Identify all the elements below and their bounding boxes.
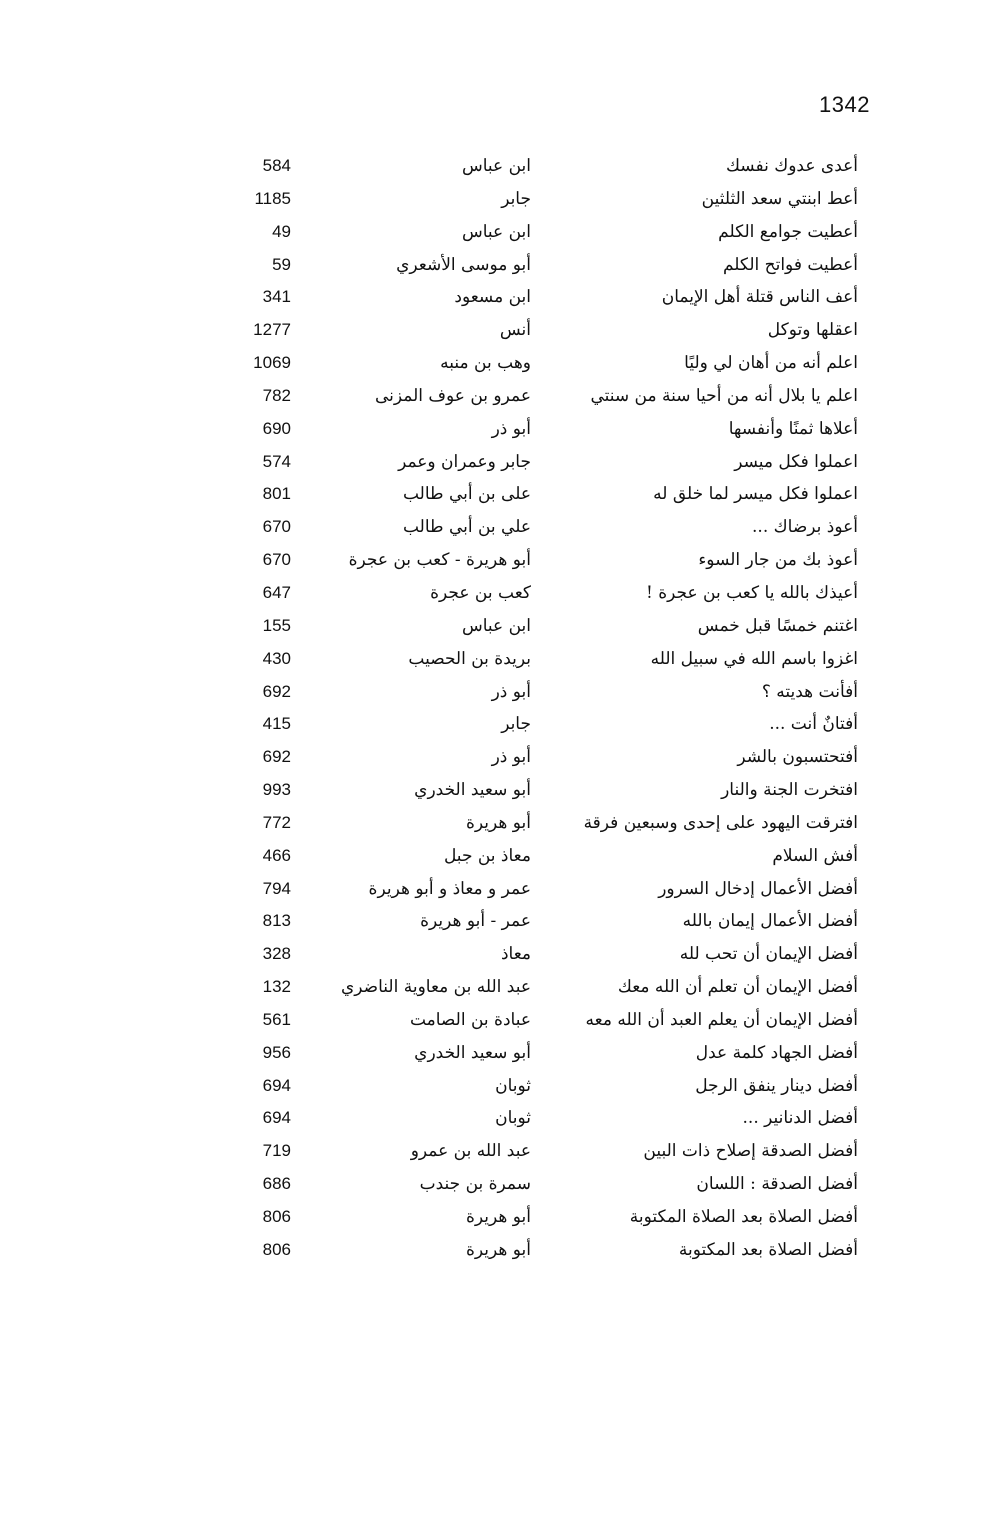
page-reference: 686 [262, 1174, 291, 1194]
index-row [0, 774, 986, 807]
page-reference: 694 [262, 1108, 291, 1128]
hadith-text: أفضل الدنانير ... [742, 1108, 858, 1129]
page-reference: 328 [262, 944, 291, 964]
hadith-text: اعلم أنه من أهان لي وليًا [684, 353, 858, 374]
index-row [0, 478, 986, 511]
narrator-name: أبو ذر [491, 747, 531, 768]
index-row [0, 840, 986, 873]
page-reference: 1069 [253, 353, 291, 373]
hadith-text: أعيذك بالله يا كعب بن عجرة ! [646, 582, 858, 603]
index-row [0, 577, 986, 610]
index-row [0, 807, 986, 840]
hadith-text: أفضل الإيمان أن تعلم أن الله معك [617, 977, 858, 998]
page-reference: 772 [262, 812, 291, 832]
page-reference: 647 [262, 582, 291, 602]
narrator-name: أبو موسى الأشعري [396, 254, 531, 275]
index-row [0, 1168, 986, 1201]
index-row [0, 183, 986, 216]
narrator-name: جابر [501, 188, 531, 209]
narrator-name: أبو هريرة - كعب بن عجرة [348, 550, 531, 571]
hadith-text: اغزوا باسم الله في سبيل الله [650, 648, 858, 669]
index-row [0, 1037, 986, 1070]
narrator-name: كعب بن عجرة [430, 582, 531, 603]
narrator-name: ثوبان [495, 1108, 531, 1129]
index-row [0, 938, 986, 971]
hadith-text: أفتانٌ أنت ... [769, 714, 858, 735]
hadith-text: أعف الناس قتلة أهل الإيمان [661, 287, 858, 308]
narrator-name: عبد الله بن معاوية الناضري [340, 977, 531, 998]
page-reference: 801 [262, 484, 291, 504]
hadith-text: أفضل الصدقة : اللسان [696, 1174, 858, 1195]
narrator-name: وهب بن منبه [440, 353, 531, 374]
index-row [0, 708, 986, 741]
page-reference: 561 [262, 1009, 291, 1029]
narrator-name: ثوبان [495, 1075, 531, 1096]
narrator-name: أبو هريرة [465, 812, 531, 833]
index-row [0, 413, 986, 446]
narrator-name: أبو ذر [491, 681, 531, 702]
narrator-name: جابر وعمران وعمر [398, 451, 531, 472]
hadith-index-table [0, 150, 986, 1267]
index-row [0, 347, 986, 380]
narrator-name: سمرة بن جندب [419, 1174, 531, 1195]
narrator-name: عمر و معاذ و أبو هريرة [368, 878, 531, 899]
page-reference: 1277 [253, 320, 291, 340]
index-row [0, 905, 986, 938]
index-row [0, 971, 986, 1004]
narrator-name: ابن عباس [461, 615, 531, 636]
index-row [0, 643, 986, 676]
index-row [0, 1004, 986, 1037]
page-reference: 341 [262, 287, 291, 307]
hadith-text: أعدى عدوك نفسك [725, 156, 858, 176]
index-row [0, 873, 986, 906]
narrator-name: أبو سعيد الخدري [414, 1042, 531, 1063]
page-reference: 813 [262, 911, 291, 931]
page-reference: 574 [262, 451, 291, 471]
page-reference: 993 [262, 780, 291, 800]
page-reference: 692 [262, 747, 291, 767]
hadith-text: أعطيت جوامع الكلم [718, 221, 858, 242]
page-reference: 670 [262, 550, 291, 570]
narrator-name: أبو هريرة [465, 1207, 531, 1227]
narrator-name: ابن مسعود [454, 287, 531, 308]
hadith-text: أعطيت فواتح الكلم [722, 254, 858, 275]
hadith-text: أفش السلام [772, 845, 858, 866]
page-number: 1342 [819, 92, 870, 117]
index-row [0, 610, 986, 643]
hadith-text: أعلاها ثمنًا وأنفسها [728, 418, 858, 439]
narrator-name: أبو سعيد الخدري [414, 780, 531, 801]
index-row [0, 1234, 986, 1267]
index-row [0, 1102, 986, 1135]
page-reference: 1185 [254, 188, 291, 208]
narrator-name: عمرو بن عوف المزنى [374, 385, 531, 406]
index-row [0, 281, 986, 314]
index-row [0, 1135, 986, 1168]
narrator-name: بريدة بن الحصيب [408, 648, 531, 669]
narrator-name: أبو ذر [491, 418, 531, 439]
hadith-text: اغتنم خمسًا قبل خمس [697, 615, 858, 636]
hadith-text: أعوذ برضاك ... [752, 517, 858, 538]
narrator-name: معاذ [500, 944, 531, 965]
index-row [0, 216, 986, 249]
narrator-name: على بن أبي طالب [402, 484, 531, 505]
page-reference: 132 [262, 977, 291, 997]
index-row [0, 741, 986, 774]
narrator-name: ابن عباس [461, 221, 531, 242]
hadith-text: اعلم يا بلال أنه من أحيا سنة من سنتي [590, 385, 858, 406]
hadith-text: اعقلها وتوكل [767, 320, 858, 341]
page-reference: 690 [262, 418, 291, 438]
hadith-text: أفضل الإيمان أن تحب لله [679, 944, 858, 965]
hadith-text: أعوذ بك من جار السوء [698, 550, 858, 571]
page-reference: 415 [262, 714, 291, 734]
hadith-text: أفتحتسبون بالشر [737, 747, 858, 768]
narrator-name: معاذ بن جبل [443, 845, 531, 866]
page-reference: 584 [262, 156, 291, 175]
index-row [0, 249, 986, 282]
page-reference: 956 [262, 1042, 291, 1062]
page-reference: 59 [272, 254, 291, 274]
hadith-text: أفضل الصدقة إصلاح ذات البين [643, 1141, 858, 1162]
narrator-name: أنس [499, 320, 531, 341]
index-row [0, 1070, 986, 1103]
page-reference: 49 [272, 221, 291, 241]
page-reference: 694 [262, 1075, 291, 1095]
index-row [0, 544, 986, 577]
narrator-name: أبو هريرة [465, 1239, 531, 1260]
narrator-name: ابن عباس [461, 156, 531, 176]
page-reference: 692 [262, 681, 291, 701]
index-row [0, 676, 986, 709]
page-reference: 806 [262, 1239, 291, 1259]
page-reference: 155 [262, 615, 291, 635]
index-row [0, 380, 986, 413]
page-reference: 466 [262, 845, 291, 865]
index-row [0, 446, 986, 479]
narrator-name: عبد الله بن عمرو [410, 1141, 531, 1162]
page-reference: 670 [262, 517, 291, 537]
narrator-name: علي بن أبي طالب [402, 517, 531, 538]
hadith-text: أفضل الأعمال إيمان بالله [682, 911, 858, 932]
index-row [0, 314, 986, 347]
hadith-text: أفضل دينار ينفق الرجل [695, 1075, 858, 1096]
narrator-name: جابر [501, 714, 531, 735]
hadith-text: افترقت اليهود على إحدى وسبعين فرقة [583, 812, 858, 833]
index-row [0, 1201, 986, 1234]
index-row [0, 511, 986, 544]
hadith-text: أفأنت هديته ؟ [761, 681, 858, 702]
hadith-text: أفضل الأعمال إدخال السرور [658, 878, 858, 899]
hadith-text: أعط ابنتي سعد الثلثين [701, 188, 858, 209]
hadith-text: افتخرت الجنة والنار [721, 780, 858, 801]
hadith-text: أفضل الصلاة بعد المكتوبة [678, 1239, 858, 1260]
hadith-text: أفضل الإيمان أن يعلم العبد أن الله معه [585, 1009, 858, 1030]
page-reference: 806 [262, 1207, 291, 1226]
index-row [0, 150, 986, 183]
hadith-text: أفضل الصلاة بعد الصلاة المكتوبة [629, 1207, 858, 1227]
page-reference: 719 [262, 1141, 291, 1161]
hadith-text: اعملوا فكل ميسر لما خلق له [653, 484, 858, 505]
page-reference: 794 [262, 878, 291, 898]
page-reference: 782 [262, 385, 291, 405]
page-reference: 430 [262, 648, 291, 668]
narrator-name: عمر - أبو هريرة [420, 911, 531, 932]
hadith-text: اعملوا فكل ميسر [734, 451, 858, 472]
hadith-text: أفضل الجهاد كلمة عدل [695, 1042, 858, 1063]
narrator-name: عبادة بن الصامت [409, 1009, 531, 1030]
